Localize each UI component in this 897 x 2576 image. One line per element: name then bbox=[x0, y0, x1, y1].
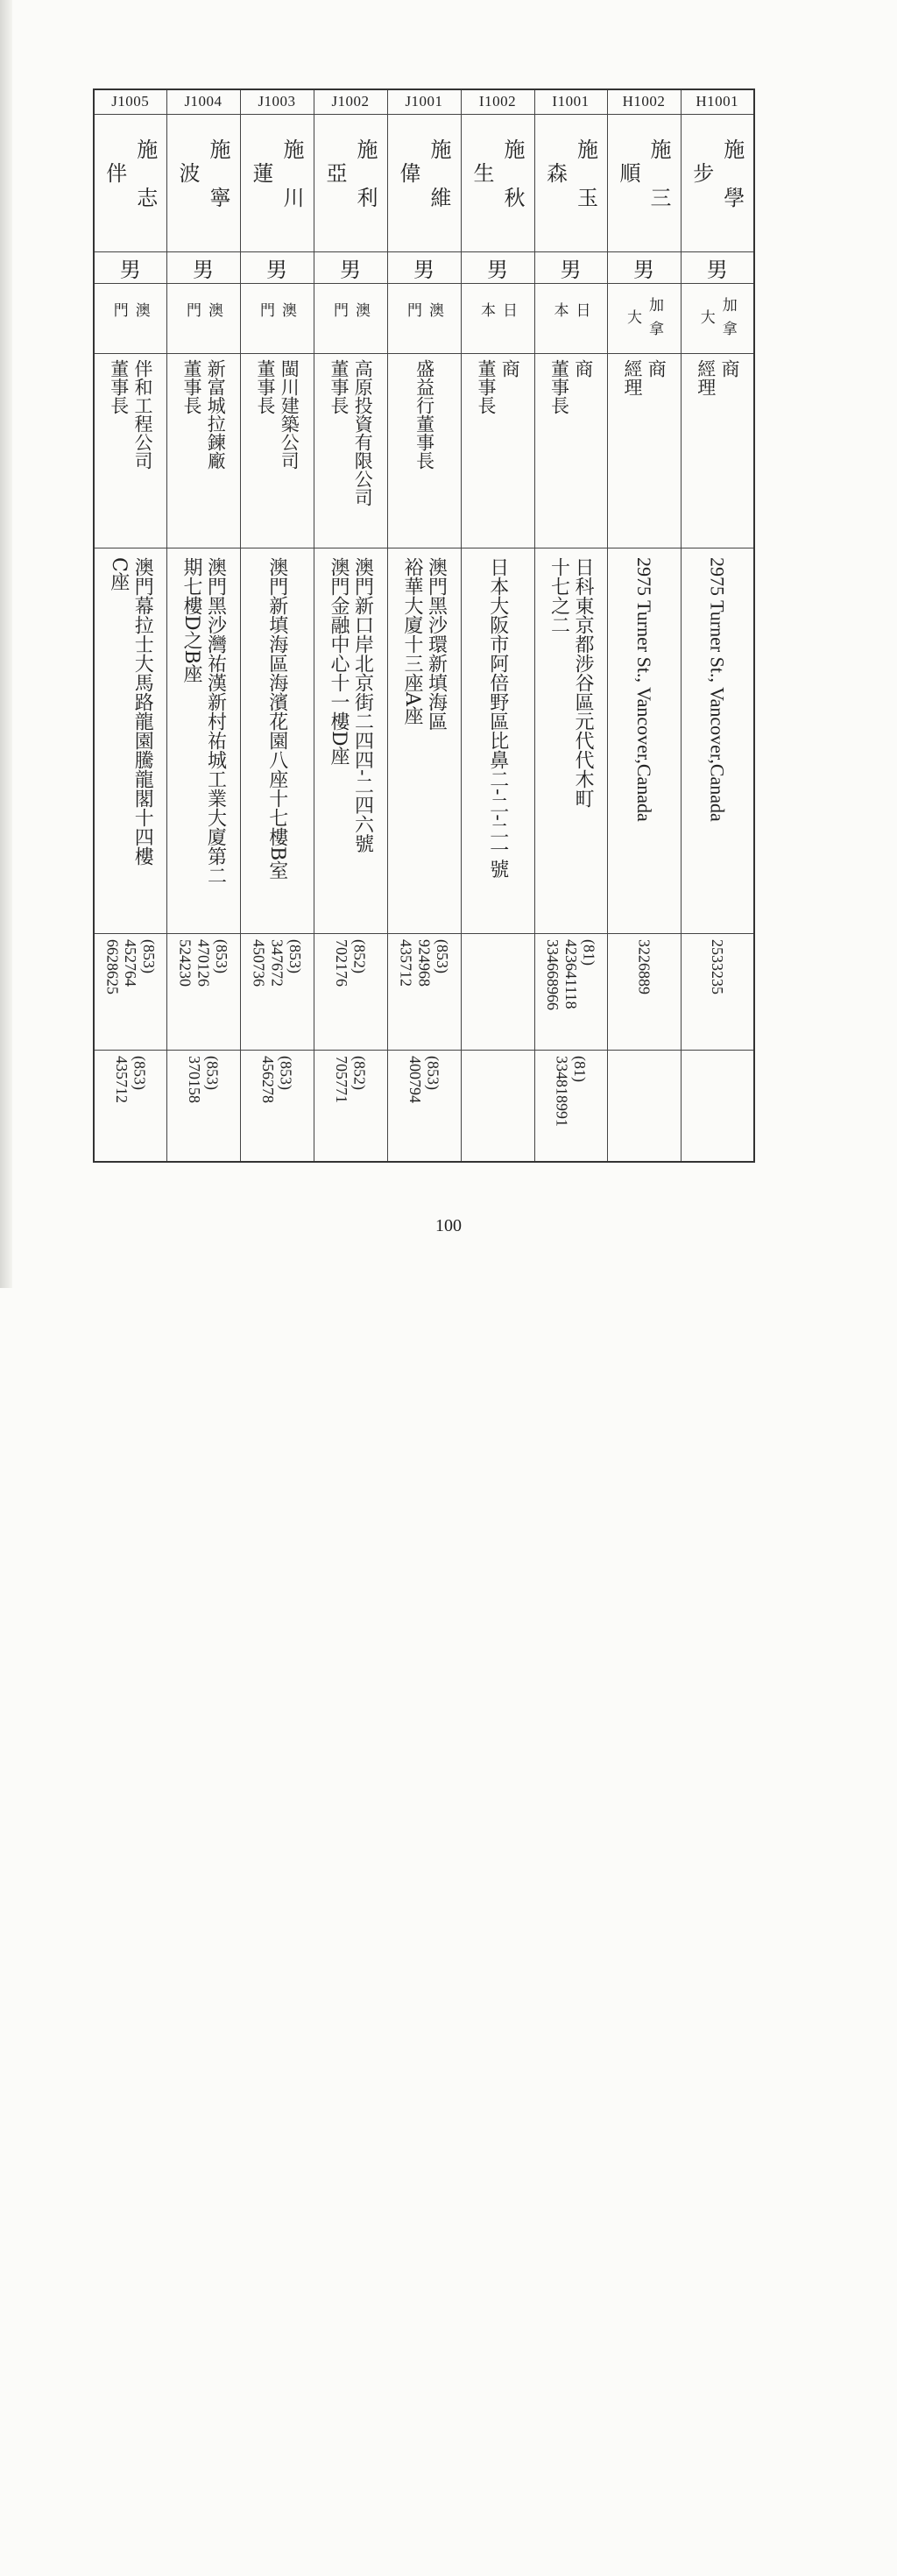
member-gender: 男 bbox=[461, 251, 534, 283]
member-address: 澳門黑沙灣祐漢新村祐城工業大廈第二 期七樓D之B座 bbox=[180, 556, 227, 885]
member-id: I1002 bbox=[461, 89, 534, 114]
telephone-cell bbox=[607, 933, 681, 1050]
nationality-cell bbox=[534, 283, 607, 353]
member-occupation: 商 經理 bbox=[622, 358, 667, 396]
nationality-cell bbox=[461, 283, 534, 353]
member-fax bbox=[639, 1051, 649, 1162]
address-cell bbox=[681, 548, 754, 933]
member-nationality: 加拿大 bbox=[624, 297, 663, 344]
member-nationality: 澳門 bbox=[183, 301, 222, 342]
member-name: 施志伴 bbox=[102, 138, 158, 235]
name-cell bbox=[166, 114, 240, 251]
occupation-cell bbox=[461, 353, 534, 548]
nationality-cell bbox=[607, 283, 681, 353]
member-fax: (853) 370158 bbox=[186, 1055, 222, 1103]
address-cell bbox=[314, 548, 387, 933]
occupation-row bbox=[94, 353, 754, 548]
member-nationality: 日本 bbox=[477, 301, 517, 342]
member-occupation: 盛益行董事長 bbox=[413, 358, 435, 470]
member-occupation: 閩川建築公司 董事長 bbox=[255, 358, 300, 470]
member-nationality: 日本 bbox=[550, 301, 590, 342]
address-row bbox=[94, 548, 754, 933]
page-binding-shadow bbox=[0, 0, 12, 1288]
member-fax bbox=[492, 1051, 503, 1162]
member-name: 施維偉 bbox=[396, 138, 451, 235]
fax-cell bbox=[534, 1050, 607, 1162]
member-gender: 男 bbox=[387, 251, 461, 283]
member-gender: 男 bbox=[607, 251, 681, 283]
id-row bbox=[94, 89, 754, 114]
member-telephone: (853) 924968 435712 bbox=[397, 938, 452, 987]
member-gender: 男 bbox=[314, 251, 387, 283]
member-telephone: 3226889 bbox=[635, 938, 653, 994]
fax-cell bbox=[314, 1050, 387, 1162]
page-number: 100 bbox=[435, 1216, 462, 1235]
address-cell bbox=[166, 548, 240, 933]
name-cell bbox=[94, 114, 166, 251]
telephone-cell bbox=[94, 933, 166, 1050]
occupation-cell bbox=[387, 353, 461, 548]
nationality-cell bbox=[314, 283, 387, 353]
member-name: 施秋生 bbox=[470, 138, 525, 235]
member-id: H1002 bbox=[607, 89, 681, 114]
occupation-cell bbox=[607, 353, 681, 548]
member-name: 施寧波 bbox=[175, 138, 230, 235]
fax-cell bbox=[681, 1050, 754, 1162]
member-occupation: 商 經理 bbox=[695, 358, 741, 396]
address-cell bbox=[387, 548, 461, 933]
member-telephone bbox=[492, 934, 503, 1050]
member-address: 澳門新口岸北京街二四四-二四六號 澳門金融中心十一樓D座 bbox=[328, 556, 374, 853]
name-cell bbox=[240, 114, 314, 251]
member-telephone: (852) 702176 bbox=[333, 938, 369, 987]
member-fax: (81) 334818991 bbox=[553, 1055, 590, 1127]
name-cell bbox=[461, 114, 534, 251]
member-name: 施三順 bbox=[616, 138, 671, 235]
telephone-row bbox=[94, 933, 754, 1050]
member-occupation: 伴和工程公司 董事長 bbox=[108, 358, 154, 470]
member-id: J1001 bbox=[387, 89, 461, 114]
member-id: J1005 bbox=[94, 89, 166, 114]
nationality-cell bbox=[240, 283, 314, 353]
member-id: I1001 bbox=[534, 89, 607, 114]
name-cell bbox=[314, 114, 387, 251]
fax-cell bbox=[166, 1050, 240, 1162]
member-name: 施利亞 bbox=[322, 138, 378, 235]
name-cell bbox=[534, 114, 607, 251]
member-occupation: 新富城拉鍊廠 董事長 bbox=[181, 358, 227, 470]
member-id: J1003 bbox=[240, 89, 314, 114]
member-address: 日科東京都涉谷區元代代木町 十七之二 bbox=[547, 556, 594, 808]
telephone-cell bbox=[534, 933, 607, 1050]
member-occupation: 商 董事長 bbox=[476, 358, 521, 414]
gender-row bbox=[94, 251, 754, 283]
member-telephone: (853) 347672 450736 bbox=[250, 938, 305, 987]
member-address: 澳門黑沙環新填海區 裕華大廈十三座A座 bbox=[401, 556, 448, 731]
address-cell bbox=[461, 548, 534, 933]
telephone-cell bbox=[681, 933, 754, 1050]
nationality-cell bbox=[94, 283, 166, 353]
telephone-cell bbox=[314, 933, 387, 1050]
telephone-cell bbox=[240, 933, 314, 1050]
member-occupation: 商 董事長 bbox=[548, 358, 594, 414]
member-nationality: 澳門 bbox=[109, 301, 150, 342]
name-row bbox=[94, 114, 754, 251]
address-cell bbox=[240, 548, 314, 933]
member-nationality: 澳門 bbox=[330, 301, 370, 342]
member-gender: 男 bbox=[681, 251, 754, 283]
member-name: 施玉森 bbox=[542, 138, 598, 235]
member-telephone: 2533235 bbox=[709, 938, 727, 994]
member-gender: 男 bbox=[166, 251, 240, 283]
member-fax: (853) 400794 bbox=[406, 1055, 442, 1103]
occupation-cell bbox=[240, 353, 314, 548]
nationality-row bbox=[94, 283, 754, 353]
name-cell bbox=[681, 114, 754, 251]
member-address: 澳門新填海區海濱花園八座十七樓B室 bbox=[265, 556, 288, 880]
occupation-cell bbox=[314, 353, 387, 548]
address-cell bbox=[94, 548, 166, 933]
member-gender: 男 bbox=[240, 251, 314, 283]
occupation-cell bbox=[166, 353, 240, 548]
member-address: 2975 Turner St., Vancover,Canada bbox=[632, 556, 655, 822]
member-nationality: 加拿大 bbox=[696, 297, 737, 344]
telephone-cell bbox=[387, 933, 461, 1050]
occupation-cell bbox=[681, 353, 754, 548]
fax-cell bbox=[387, 1050, 461, 1162]
address-cell bbox=[607, 548, 681, 933]
name-cell bbox=[607, 114, 681, 251]
member-address: 日本大阪市阿倍野區比鼻二-二-二一號 bbox=[486, 556, 509, 879]
member-fax: (853) 435712 bbox=[112, 1055, 149, 1103]
occupation-cell bbox=[534, 353, 607, 548]
name-cell bbox=[387, 114, 461, 251]
member-telephone: (853) 452764 6628625 bbox=[103, 938, 158, 994]
member-name: 施川蓮 bbox=[249, 138, 304, 235]
member-id: J1002 bbox=[314, 89, 387, 114]
occupation-cell bbox=[94, 353, 166, 548]
address-cell bbox=[534, 548, 607, 933]
member-gender: 男 bbox=[534, 251, 607, 283]
fax-row bbox=[94, 1050, 754, 1162]
nationality-cell bbox=[681, 283, 754, 353]
fax-cell bbox=[94, 1050, 166, 1162]
member-id: H1001 bbox=[681, 89, 754, 114]
member-nationality: 澳門 bbox=[404, 301, 443, 342]
member-address: 澳門幕拉士大馬路龍園騰龍閣十四樓 C座 bbox=[107, 556, 154, 866]
member-directory-table bbox=[93, 88, 755, 1163]
member-name: 施學步 bbox=[689, 138, 745, 235]
member-gender: 男 bbox=[94, 251, 166, 283]
member-occupation: 高原投資有限公司 董事長 bbox=[328, 358, 374, 506]
fax-cell bbox=[240, 1050, 314, 1162]
member-fax bbox=[712, 1051, 723, 1162]
member-fax: (853) 456278 bbox=[259, 1055, 295, 1103]
member-telephone: (81) 423641118 334668966 bbox=[544, 938, 598, 1010]
fax-cell bbox=[461, 1050, 534, 1162]
nationality-cell bbox=[166, 283, 240, 353]
member-id: J1004 bbox=[166, 89, 240, 114]
telephone-cell bbox=[166, 933, 240, 1050]
member-fax: (852) 705771 bbox=[333, 1055, 369, 1103]
member-address: 2975 Turner St., Vancover,Canada bbox=[706, 556, 729, 822]
fax-cell bbox=[607, 1050, 681, 1162]
member-nationality: 澳門 bbox=[257, 301, 296, 342]
telephone-cell bbox=[461, 933, 534, 1050]
nationality-cell bbox=[387, 283, 461, 353]
member-telephone: (853) 470126 524230 bbox=[176, 938, 231, 987]
